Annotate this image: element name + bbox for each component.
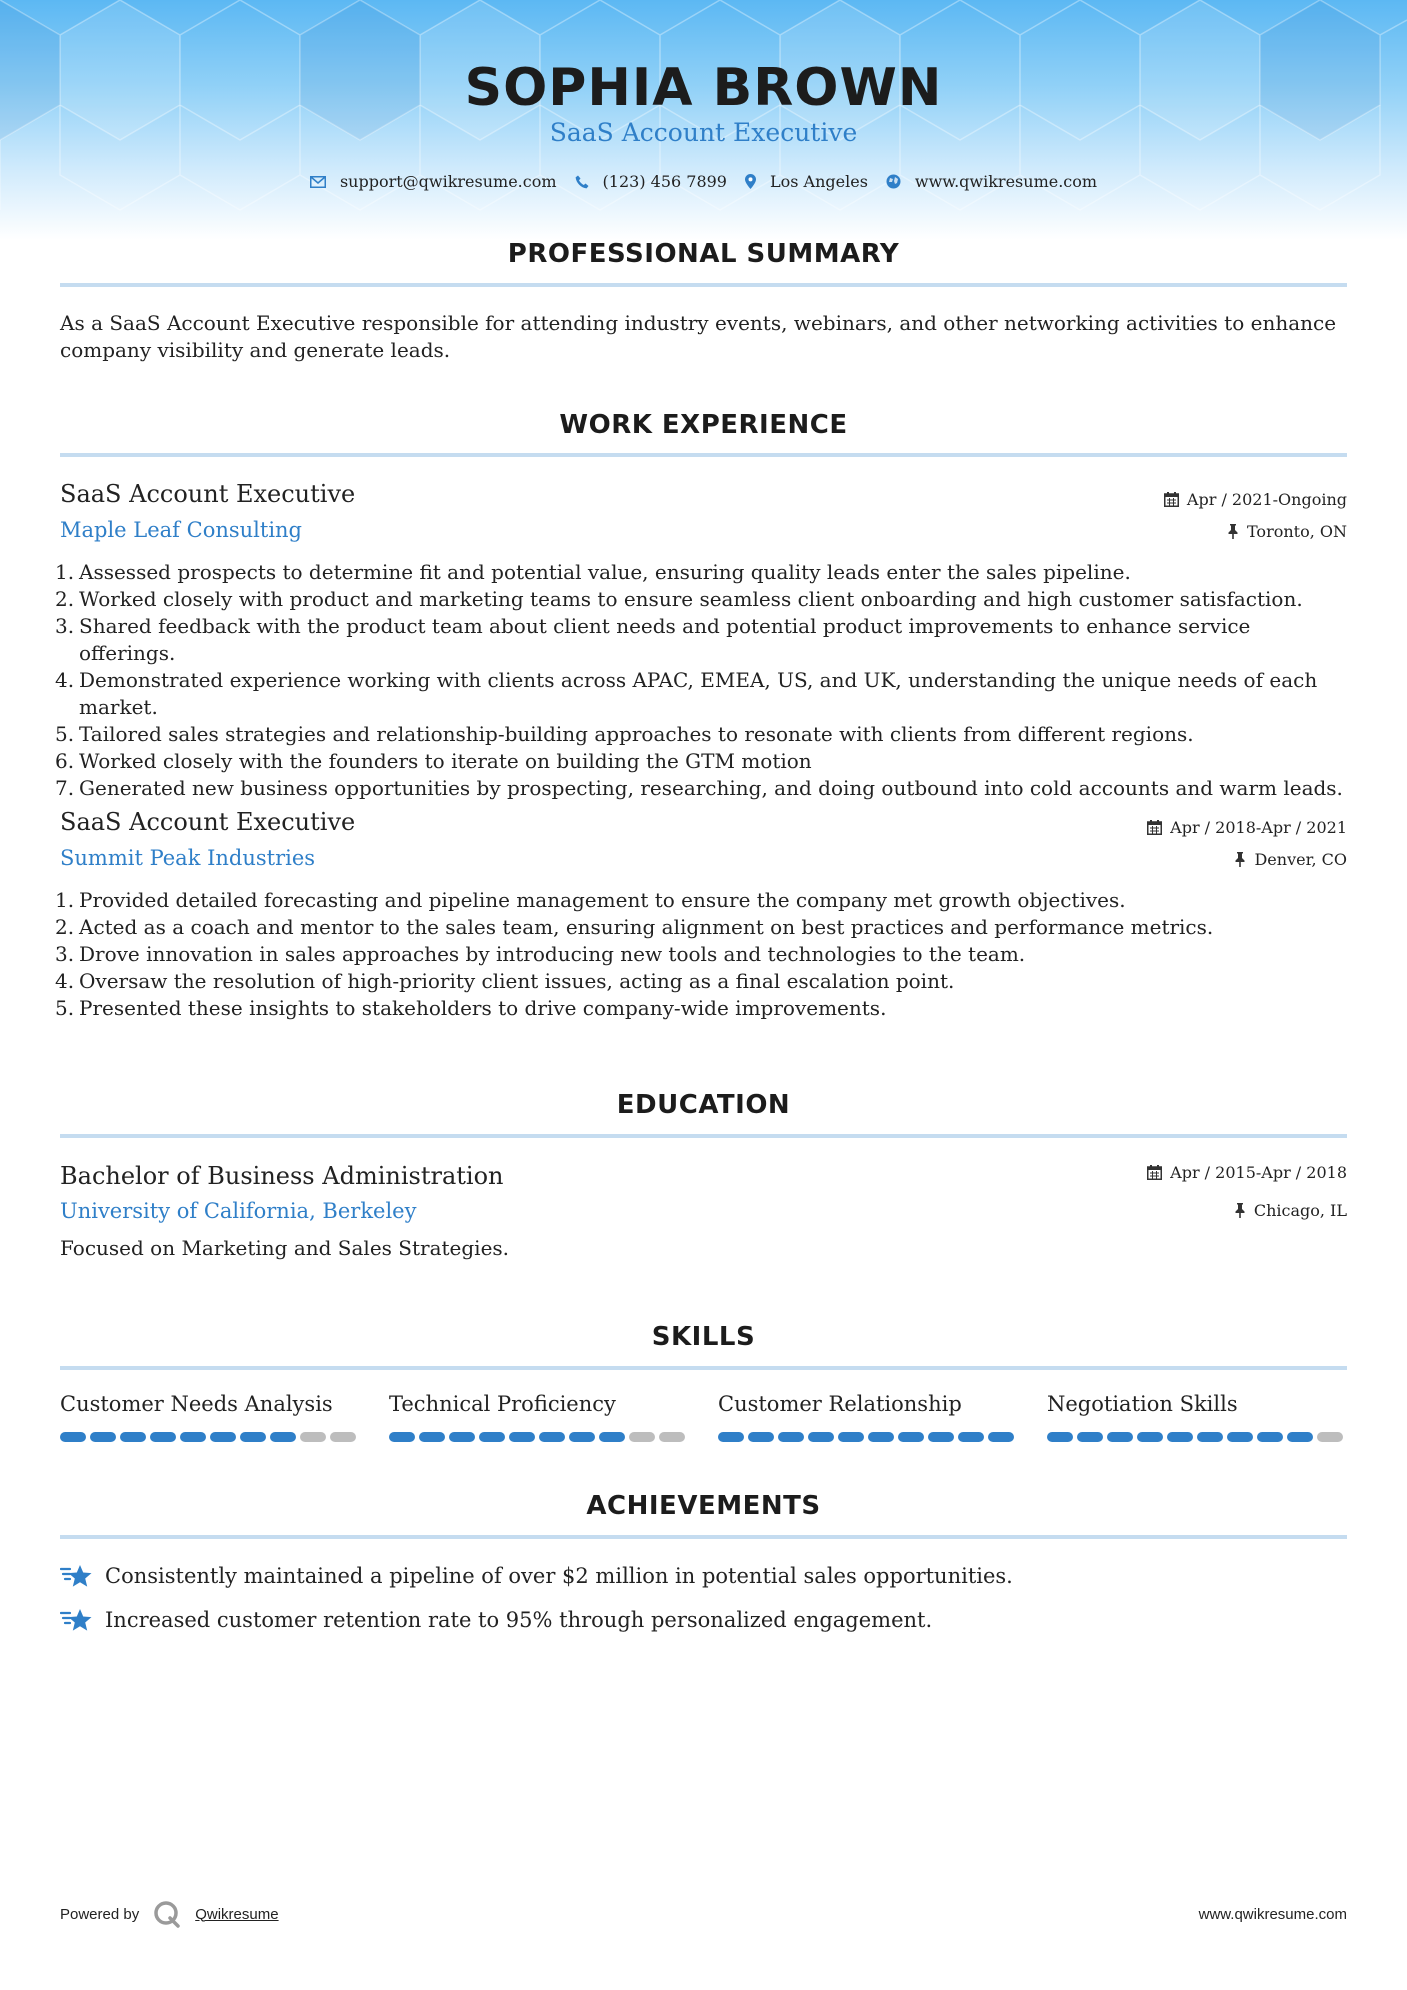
list-item: 5. Tailored sales strategies and relationship-building approaches to resonate with clients from different regions. [55, 722, 1194, 746]
skill-segment-filled [808, 1432, 834, 1442]
skill-segment-empty [1317, 1432, 1343, 1442]
list-item: 1. Provided detailed forecasting and pipeline management to ensure the company met growth objectives. [55, 888, 1126, 912]
skill-label: Customer Relationship [718, 1392, 962, 1416]
list-item: 7. Generated new business opportunities by prospecting, researching, and doing outbound into cold accounts and warm leads. [55, 776, 1343, 800]
skills-heading: SKILLS [651, 1322, 756, 1352]
skill-segment-filled [868, 1432, 894, 1442]
list-item: 3. Drove innovation in sales approaches by introducing new tools and technologies to the team. [55, 942, 1026, 966]
education-location-text: Chicago, IL [1253, 1201, 1347, 1220]
powered-by-label: Powered by [60, 1905, 140, 1923]
skill-segment-filled [479, 1432, 505, 1442]
skill-segment-filled [1257, 1432, 1283, 1442]
skill-segment-filled [778, 1432, 804, 1442]
calendar-icon [1147, 1165, 1162, 1180]
map-marker-icon [745, 174, 756, 189]
footer-powered-by [60, 1900, 279, 1928]
list-item: 1. Assessed prospects to determine fit and potential value, ensuring quality leads enter the sales pipeline. [55, 560, 1131, 584]
skill-segment-filled [90, 1432, 116, 1442]
skill-segment-empty [330, 1432, 356, 1442]
skill-segment-filled [1077, 1432, 1103, 1442]
contact-location [745, 172, 868, 191]
achievement-item [60, 1607, 932, 1633]
job-2-title: SaaS Account Executive [60, 808, 356, 836]
skill-segment-filled [1137, 1432, 1163, 1442]
list-item: 2. Worked closely with product and marketing teams to ensure seamless client onboarding and high customer satisfaction. [55, 587, 1303, 611]
skill-segment-filled [1197, 1432, 1223, 1442]
job-2-company: Summit Peak Industries [60, 846, 316, 870]
brand-link[interactable]: Qwikresume [195, 1905, 279, 1923]
skill-rating-bar [389, 1432, 691, 1442]
education-divider [60, 1134, 1347, 1138]
skill-label: Customer Needs Analysis [60, 1392, 333, 1416]
skill-rating-bar [60, 1432, 362, 1442]
list-item: 6. Worked closely with the founders to iterate on building the GTM motion [55, 749, 812, 773]
skill-segment-filled [599, 1432, 625, 1442]
skill-segment-filled [1167, 1432, 1193, 1442]
contact-website[interactable] [886, 172, 1097, 191]
achievements-heading: ACHIEVEMENTS [586, 1491, 821, 1521]
summary-heading: PROFESSIONAL SUMMARY [507, 239, 900, 269]
job-1-company: Maple Leaf Consulting [60, 518, 303, 542]
achievement-text: Consistently maintained a pipeline of over $2 million in potential sales opportunities. [105, 1564, 1013, 1588]
skill-segment-empty [629, 1432, 655, 1442]
website-text[interactable]: www.qwikresume.com [914, 172, 1098, 191]
skill-segment-filled [569, 1432, 595, 1442]
skill-segment-filled [718, 1432, 744, 1442]
skill-segment-filled [270, 1432, 296, 1442]
skill-segment-filled [1107, 1432, 1133, 1442]
skill-segment-filled [1047, 1432, 1073, 1442]
job-1-dates [1164, 490, 1347, 509]
skill-rating-bar [718, 1432, 1020, 1442]
star-icon [60, 1563, 93, 1589]
achievement-text: Increased customer retention rate to 95% through personalized engagement. [105, 1608, 933, 1632]
job-2-location-text: Denver, CO [1254, 850, 1347, 869]
calendar-icon [1164, 492, 1179, 507]
skill-negotiation-skills [1047, 1392, 1349, 1442]
skill-segment-filled [539, 1432, 565, 1442]
list-item: 3. Shared feedback with the product team about client needs and potential product improvements to enhance service offerings. [55, 614, 1251, 665]
skill-label: Technical Proficiency [389, 1392, 616, 1416]
education-dates-text: Apr / 2015-Apr / 2018 [1170, 1163, 1347, 1182]
achievements-divider [60, 1535, 1347, 1539]
skill-segment-filled [748, 1432, 774, 1442]
experience-divider [60, 453, 1347, 457]
skill-technical-proficiency [389, 1392, 691, 1442]
phone-text[interactable]: (123) 456 7899 [602, 172, 727, 191]
skill-customer-needs-analysis [60, 1392, 362, 1442]
contact-email[interactable] [310, 172, 557, 191]
phone-icon [575, 175, 589, 189]
list-item: 2. Acted as a coach and mentor to the sales team, ensuring alignment on best practices and performance metrics. [55, 915, 1214, 939]
job-1-title: SaaS Account Executive [60, 480, 356, 508]
skill-segment-filled [1287, 1432, 1313, 1442]
skill-segment-filled [150, 1432, 176, 1442]
skill-customer-relationship [718, 1392, 1020, 1442]
location-text: Los Angeles [769, 172, 868, 191]
skill-segment-filled [928, 1432, 954, 1442]
skill-segment-filled [180, 1432, 206, 1442]
contact-phone[interactable] [575, 172, 727, 191]
skill-segment-empty [659, 1432, 685, 1442]
job-1-location [1227, 522, 1347, 541]
job-1-dates-text: Apr / 2021-Ongoing [1186, 490, 1347, 509]
skill-segment-filled [210, 1432, 236, 1442]
skill-rating-bar [1047, 1432, 1349, 1442]
pushpin-icon [1234, 852, 1246, 867]
experience-heading: WORK EXPERIENCE [559, 410, 848, 440]
job-2-dates-text: Apr / 2018-Apr / 2021 [1170, 818, 1347, 837]
skill-segment-filled [1227, 1432, 1253, 1442]
skill-segment-filled [240, 1432, 266, 1442]
skill-segment-filled [389, 1432, 415, 1442]
job-2-dates [1147, 818, 1347, 837]
job-1-bullets [55, 559, 1350, 802]
job-title-heading: SaaS Account Executive [549, 118, 858, 147]
globe-icon [886, 174, 901, 189]
education-dates [1147, 1163, 1347, 1182]
job-2-bullets [55, 887, 1350, 1022]
skill-segment-filled [988, 1432, 1014, 1442]
skill-segment-filled [838, 1432, 864, 1442]
job-1-location-text: Toronto, ON [1247, 522, 1347, 541]
education-heading: EDUCATION [616, 1090, 791, 1120]
education-description: Focused on Marketing and Sales Strategies. [60, 1236, 510, 1260]
education-school: University of California, Berkeley [60, 1199, 417, 1223]
list-item: 4. Demonstrated experience working with clients across APAC, EMEA, US, and UK, understanding the unique needs of each market. [55, 668, 1318, 719]
skill-segment-filled [509, 1432, 535, 1442]
list-item: 4. Oversaw the resolution of high-priority client issues, acting as a final escalation point. [55, 969, 955, 993]
skill-segment-filled [958, 1432, 984, 1442]
skill-segment-filled [898, 1432, 924, 1442]
skill-label: Negotiation Skills [1047, 1392, 1238, 1416]
star-icon [60, 1607, 93, 1633]
summary-divider [60, 283, 1347, 287]
qwikresume-logo-icon [153, 1900, 181, 1928]
envelope-icon [310, 176, 326, 188]
email-text[interactable]: support@qwikresume.com [339, 172, 557, 191]
contact-bar [0, 172, 1407, 191]
pushpin-icon [1227, 524, 1239, 539]
achievement-item [60, 1563, 1013, 1589]
list-item: 5. Presented these insights to stakeholders to drive company-wide improvements. [55, 996, 887, 1020]
skills-divider [60, 1366, 1347, 1370]
skill-segment-filled [449, 1432, 475, 1442]
calendar-icon [1147, 820, 1162, 835]
education-degree: Bachelor of Business Administration [60, 1162, 504, 1190]
footer-website[interactable]: www.qwikresume.com [1198, 1906, 1347, 1923]
skill-segment-filled [60, 1432, 86, 1442]
education-location [1234, 1201, 1347, 1220]
job-2-location [1234, 850, 1347, 869]
skill-segment-filled [419, 1432, 445, 1442]
skill-segment-empty [300, 1432, 326, 1442]
candidate-name: SOPHIA BROWN [464, 58, 943, 118]
skill-segment-filled [120, 1432, 146, 1442]
pushpin-icon [1234, 1203, 1246, 1218]
summary-text: As a SaaS Account Executive responsible for attending industry events, webinars, and other networking activities to enhance company visibility and generate leads. [60, 311, 1337, 362]
